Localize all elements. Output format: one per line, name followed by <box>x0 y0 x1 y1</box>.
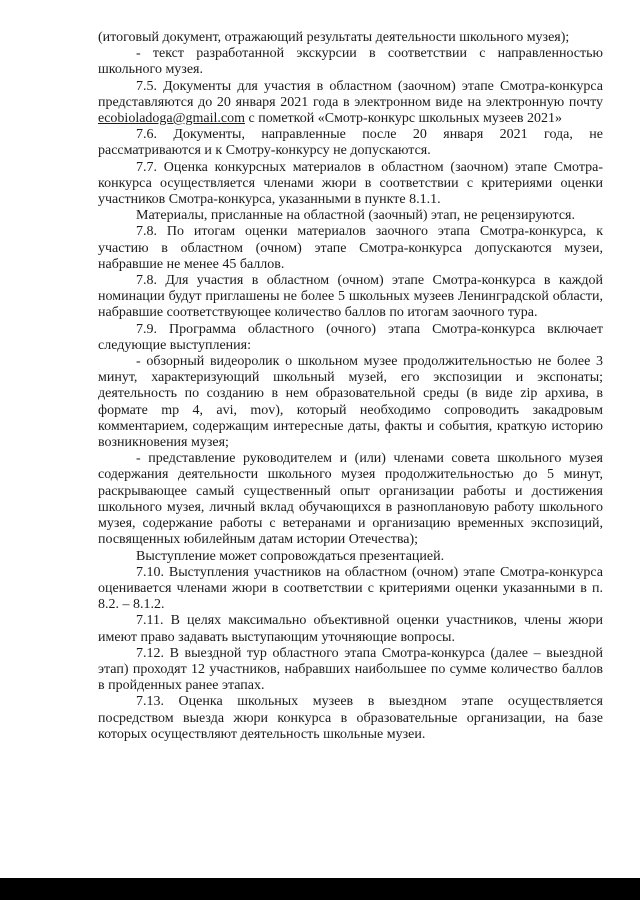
paragraph-7-5 <box>98 79 603 128</box>
paragraph-7-10: 7.10. Выступления участников на областном (очном) этапе Смотра-конкурса оценивается членами жюри в соответствии с критериями оценки указанными в п. 8.2. – 8.1.2. <box>98 564 603 613</box>
paragraph-7-8-a: 7.8. По итогам оценки материалов заочного этапа Смотра-конкурса, к участию в областном (очном) этапе Смотра-конкурса допускаются музеи, набравшие не менее 45 баллов. <box>98 224 603 272</box>
paragraph-presentation-by-head: - представление руководителем и (или) членами совета школьного музея содержания деятельности школьного музея продолжительностью до 5 минут, раскрывающее самый существенный опыт организации работы и достижения школьного музея, личный вклад обучающихся в разноплановую работу школьного музея, содержание работы с ветеранами и организацию временных экспозиций, посвященных юбилейным датам истории Отечества); <box>98 451 603 548</box>
scan-edge-bar <box>0 878 640 900</box>
paragraph-7-13: 7.13. Оценка школьных музеев в выездном этапе осуществляется посредством выезда жюри конкурса в образовательные организации, на базе которых осуществляют деятельность школьные музеи. <box>98 694 603 742</box>
paragraph-7-7: 7.7. Оценка конкурсных материалов в областном (заочном) этапе Смотра-конкурса осуществляется членами жюри в соответствии с критериями оценки участников Смотра-конкурса, указанными в пункте 8.1.1. <box>98 159 603 208</box>
paragraph-video-review: - обзорный видеоролик о школьном музее продолжительностью не более 3 минут, характеризующий школьный музей, его экспозиции и экспонаты; деятельность по созданию в нем образовательной среды (в виде zip архива, в формате mp 4, avi, mov), который необходимо сопроводить закадровым комментарием, содержащим интересные даты, факты и события, краткую историю возникновения музея; <box>98 354 603 451</box>
email-link[interactable]: ecobioladoga@gmail.com <box>98 111 246 127</box>
paragraph-7-5-after: с пометкой «Смотр-конкурс школьных музеев 2021» <box>245 111 562 127</box>
paragraph-materials: Материалы, присланные на областной (заочный) этап, не рецензируются. <box>136 208 575 224</box>
document-body <box>98 30 603 743</box>
paragraph-7-5-before: 7.5. Документы для участия в областном (заочном) этапе Смотра-конкурса представляются до 20 января 2021 года в электронном виде на электронную почту <box>98 78 603 110</box>
paragraph-museum-document: (итоговый документ, отражающий результаты деятельности школьного музея); <box>98 30 570 45</box>
paragraph-7-11: 7.11. В целях максимально объективной оценки участников, члены жюри имеют право задавать выступающим уточняющие вопросы. <box>98 613 603 645</box>
paragraph-7-6: 7.6. Документы, направленные после 20 января 2021 года, не рассматриваются и к Смотру-конкурсу не допускаются. <box>98 127 603 159</box>
paragraph-excursion-text: - текст разработанной экскурсии в соответствии с направленностью школьного музея. <box>98 46 603 78</box>
paragraph-7-8-b: 7.8. Для участия в областном (очном) этапе Смотра-конкурса в каждой номинации будут приглашены не более 5 школьных музеев Ленинградской области, набравшие соответствующее количество баллов по итогам заочного тура. <box>98 273 603 321</box>
paragraph-7-12: 7.12. В выездной тур областного этапа Смотра-конкурса (далее – выездной этап) проходят 12 участников, набравших наибольшее по сумме количество баллов в пройденных ранее этапах. <box>98 645 603 694</box>
paragraph-presentation-note: Выступление может сопровождаться презентацией. <box>136 548 445 564</box>
paragraph-7-9: 7.9. Программа областного (очного) этапа Смотра-конкурса включает следующие выступления: <box>98 321 603 353</box>
